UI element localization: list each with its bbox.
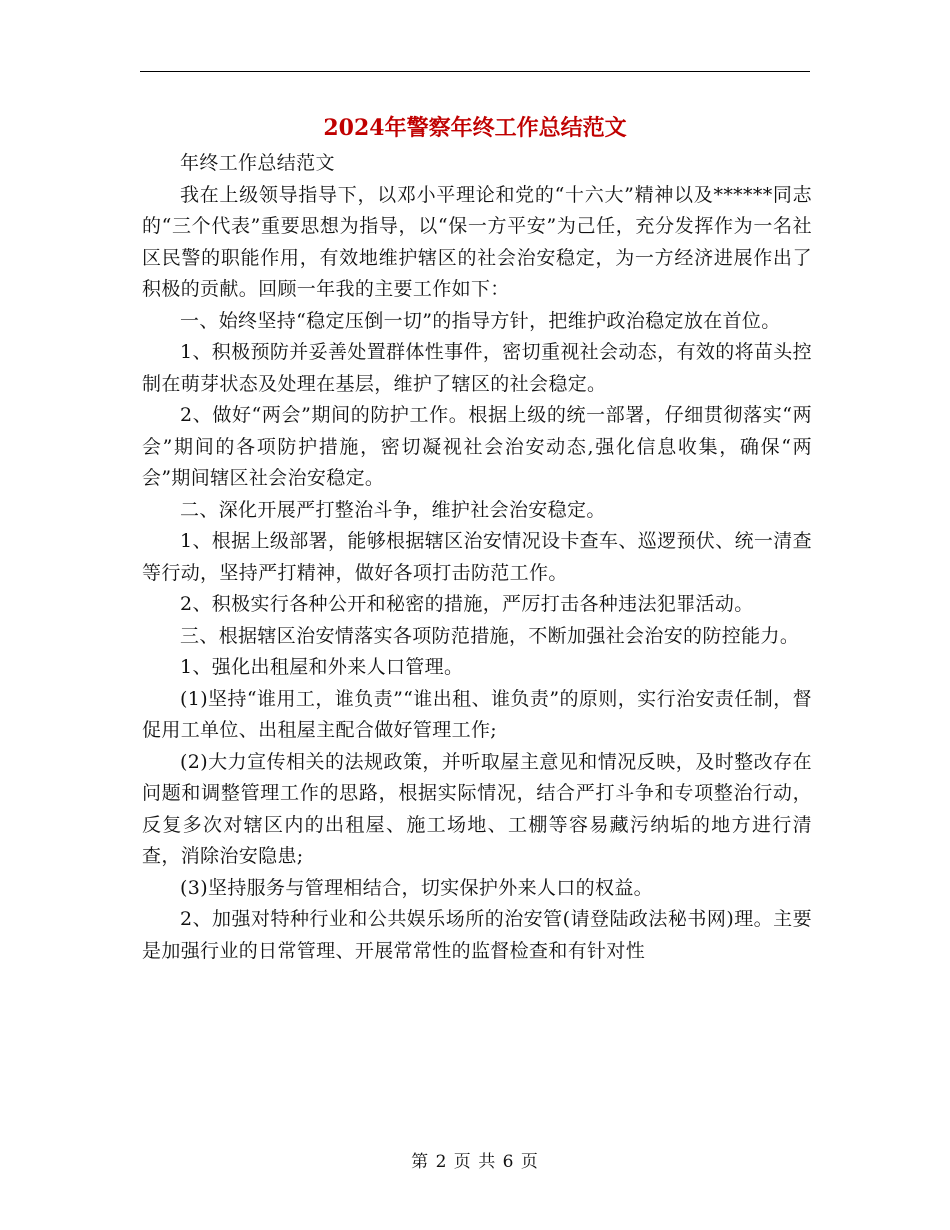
body-paragraph: 1、积极预防并妥善处置群体性事件，密切重视社会动态，有效的将苗头控制在萌芽状态及处理在基层，维护了辖区的社会稳定。 <box>142 341 812 395</box>
document-title: 2024年警察年终工作总结范文 <box>323 115 627 141</box>
body-paragraph: 2、加强对特种行业和公共娱乐场所的治安管(请登陆政法秘书网)理。主要是加强行业的日常管理、开展常常性的监督检查和有针对性 <box>142 908 812 962</box>
body-paragraph: 三、根据辖区治安情落实各项防范措施，不断加强社会治安的防控能力。 <box>180 624 800 647</box>
header-rule <box>140 71 810 72</box>
body-paragraph: 我在上级领导指导下，以邓小平理论和党的“十六大”精神以及******同志的“三个代表”重要思想为指导，以“保一方平安”为己任，充分发挥作为一名社区民警的职能作用，有效地维护辖区的社会治安稳定，为一方经济进展作出了积极的贡献。回顾一年我的主要工作如下： <box>142 183 812 300</box>
body-paragraph: 年终工作总结范文 <box>180 152 335 174</box>
page-footer: 第 2 页 共 6 页 <box>411 1152 539 1172</box>
body-paragraph: (3)坚持服务与管理相结合，切实保护外来人口的权益。 <box>180 876 654 899</box>
body-paragraph: (1)坚持“谁用工，谁负责”“谁出租、谁负责”的原则，实行治安责任制，督促用工单位、出租屋主配合做好管理工作; <box>142 687 812 741</box>
body-paragraph: 1、强化出租屋和外来人口管理。 <box>180 656 464 678</box>
body-paragraph: 一、始终坚持“稳定压倒一切”的指导方针，把维护政治稳定放在首位。 <box>180 309 781 332</box>
body-paragraph: 二、深化开展严打整治斗争，维护社会治安稳定。 <box>180 498 606 521</box>
body-paragraph: 2、做好“两会”期间的防护工作。根据上级的统一部署，仔细贯彻落实“两会”期间的各项防护措施，密切凝视社会治安动态,强化信息收集，确保“两会”期间辖区社会治安稳定。 <box>142 404 812 489</box>
document-body <box>142 148 812 967</box>
body-paragraph: 1、根据上级部署，能够根据辖区治安情况设卡查车、巡逻预伏、统一清查等行动，坚持严打精神，做好各项打击防范工作。 <box>142 530 812 584</box>
body-paragraph: (2)大力宣传相关的法规政策，并听取屋主意见和情况反映，及时整改存在问题和调整管理工作的思路，根据实际情况，结合严打斗争和专项整治行动，反复多次对辖区内的出租屋、施工场地、工棚等容易藏污纳垢的地方进行清查，消除治安隐患; <box>142 750 812 867</box>
body-paragraph: 2、积极实行各种公开和秘密的措施，严厉打击各种违法犯罪活动。 <box>180 593 754 615</box>
